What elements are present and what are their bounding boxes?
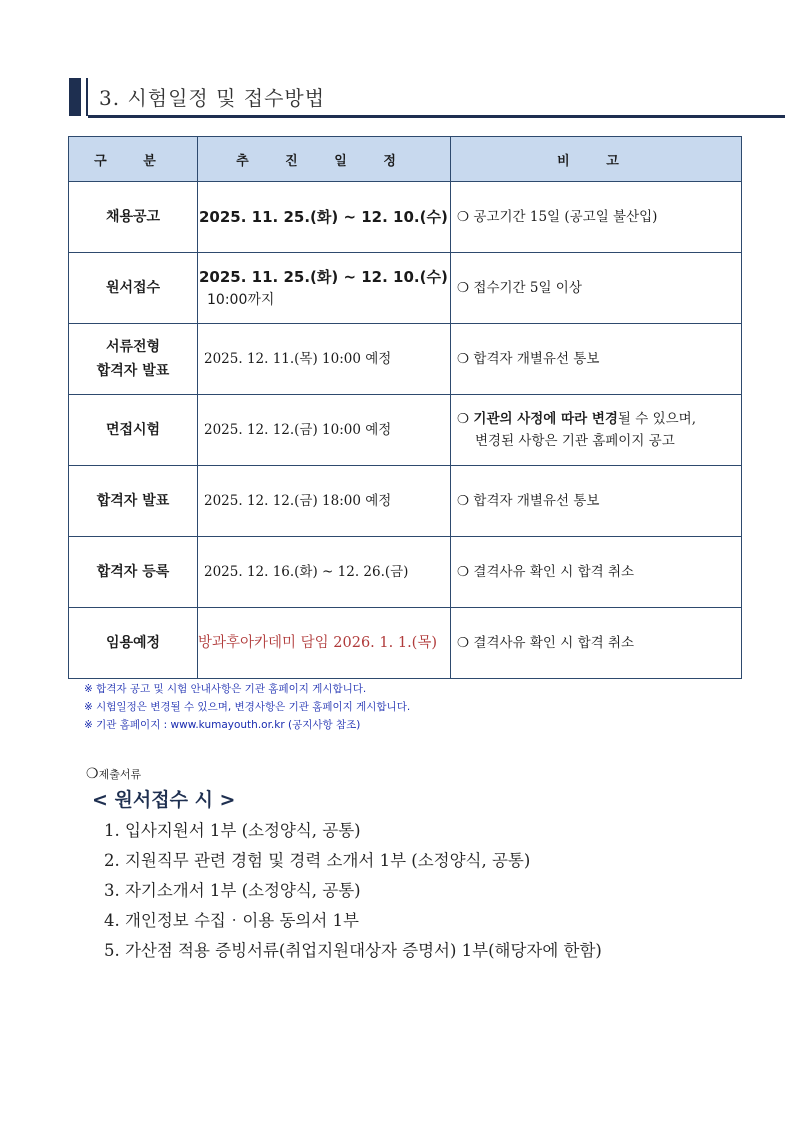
row-date: 2025. 11. 25.(화) ~ 12. 10.(수) 10:00까지 <box>198 253 451 324</box>
table-row <box>69 608 742 679</box>
row-note: ❍ 결격사유 확인 시 합격 취소 <box>451 537 742 608</box>
table-row <box>69 466 742 537</box>
row-date: 2025. 12. 16.(화) ~ 12. 26.(금) <box>198 537 451 608</box>
section-marker-bar <box>69 78 81 116</box>
header-category: 구 분 <box>69 137 198 182</box>
bullet-icon: ❍ <box>457 493 470 509</box>
section-header <box>69 76 785 120</box>
header-remarks: 비 고 <box>451 137 742 182</box>
footnote: ※ 시험일정은 변경될 수 있으며, 변경사항은 기관 홈페이지 게시합니다. <box>84 701 411 713</box>
required-documents <box>86 766 602 966</box>
documents-heading: ❍제출서류 <box>86 766 142 782</box>
header-schedule: 추 진 일 정 <box>198 137 451 182</box>
row-name: 임용예정 <box>69 608 198 679</box>
bullet-icon: ❍ <box>457 209 470 225</box>
list-item: 3. 자기소개서 1부 (소정양식, 공통) <box>104 881 361 900</box>
row-name: 합격자 발표 <box>69 466 198 537</box>
section-marker-line <box>86 78 88 116</box>
table-row <box>69 537 742 608</box>
row-name: 원서접수 <box>69 253 198 324</box>
table-header-row <box>69 137 742 182</box>
bullet-icon: ❍ <box>457 411 470 427</box>
row-date: 2025. 12. 12.(금) 10:00 예정 <box>198 395 451 466</box>
schedule-table <box>68 136 742 679</box>
row-date: 방과후아카데미 담임 2026. 1. 1.(목) <box>198 608 451 679</box>
footnote: ※ 기관 홈페이지 : www.kumayouth.or.kr (공지사항 참조) <box>84 719 361 731</box>
table-row <box>69 182 742 253</box>
row-date: 2025. 12. 11.(목) 10:00 예정 <box>198 324 451 395</box>
bullet-icon: ❍ <box>457 564 470 580</box>
row-note: ❍ 합격자 개별유선 통보 <box>451 324 742 395</box>
bullet-icon: ❍ <box>457 351 470 367</box>
footnotes <box>84 680 410 734</box>
row-name: 서류전형 합격자 발표 <box>69 324 198 395</box>
bullet-icon: ❍ <box>86 766 99 782</box>
row-date: 2025. 12. 12.(금) 18:00 예정 <box>198 466 451 537</box>
table-row <box>69 253 742 324</box>
row-name: 면접시험 <box>69 395 198 466</box>
row-note: ❍ 합격자 개별유선 통보 <box>451 466 742 537</box>
row-note: ❍ 공고기간 15일 (공고일 불산입) <box>451 182 742 253</box>
bullet-icon: ❍ <box>457 635 470 651</box>
section-title: 3. 시험일정 및 접수방법 <box>99 86 326 110</box>
footnote: ※ 합격자 공고 및 시험 안내사항은 기관 홈페이지 게시합니다. <box>84 683 367 695</box>
row-name: 합격자 등록 <box>69 537 198 608</box>
list-item: 2. 지원직무 관련 경험 및 경력 소개서 1부 (소정양식, 공통) <box>104 851 531 870</box>
list-item: 4. 개인정보 수집‧이용 동의서 1부 <box>104 911 359 930</box>
row-note: ❍ 기관의 사정에 따라 변경될 수 있으며, 변경된 사항은 기관 홈페이지 공고 <box>451 395 742 466</box>
row-date: 2025. 11. 25.(화) ~ 12. 10.(수) <box>198 182 451 253</box>
list-item: 5. 가산점 적용 증빙서류(취업지원대상자 증명서) 1부(해당자에 한함) <box>104 941 602 960</box>
documents-list <box>104 816 602 966</box>
documents-subheading: < 원서접수 시 > <box>92 789 236 811</box>
row-note: ❍ 결격사유 확인 시 합격 취소 <box>451 608 742 679</box>
table-row <box>69 395 742 466</box>
bullet-icon: ❍ <box>457 280 470 296</box>
row-name: 채용공고 <box>69 182 198 253</box>
list-item: 1. 입사지원서 1부 (소정양식, 공통) <box>104 821 361 840</box>
table-row <box>69 324 742 395</box>
section-underline <box>88 115 785 118</box>
row-note: ❍ 접수기간 5일 이상 <box>451 253 742 324</box>
